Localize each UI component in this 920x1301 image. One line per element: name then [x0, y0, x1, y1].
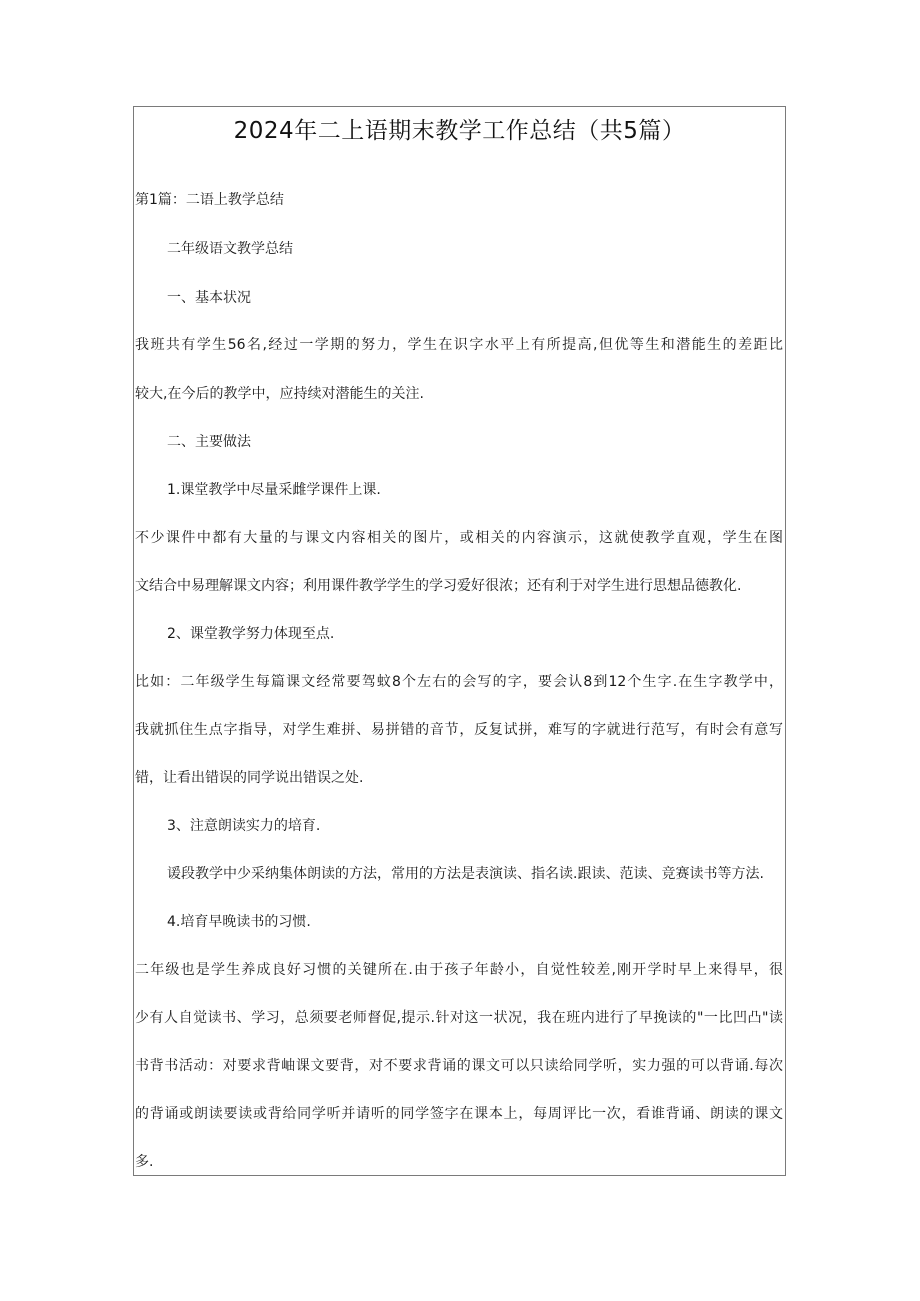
- paragraph-line: 我班共有学生56名,经过一学期的努力，学生在识字水平上有所提高,但优等生和潜能生的差距比: [135, 337, 783, 353]
- paragraph-line: 多.: [135, 1154, 154, 1170]
- subheading-item-3: 3、注意朗读实力的培育.: [167, 818, 321, 834]
- paragraph-line: 书背书活动：对要求背岫课文要背，对不要求背诵的课文可以只读给同学听，实力强的可以背诵.每次: [135, 1058, 783, 1074]
- subheading-item-1: 1.课堂教学中尽量采雌学课件上课.: [167, 482, 381, 498]
- paragraph-line: 文结合中易理解课文内容；利用课件教学学生的学习爱好很浓；还有利于对学生进行思想品德教化.: [135, 578, 742, 594]
- heading-main-methods: 二、主要做法: [167, 434, 251, 450]
- paragraph-line: 不少课件中都有大量的与课文内容相关的图片，或相关的内容演示，这就使教学直观，学生在图: [135, 530, 783, 546]
- paragraph-line: 二年级也是学生养成良好习惯的关键所在.由于孩子年龄小，自觉性较差,刚开学时早上来得早，很: [135, 962, 783, 978]
- paragraph-line: 比如：二年级学生每篇课文经常要驾蚊8个左右的会写的字，要会认8到12个生字.在生字教学中，: [135, 674, 783, 690]
- paragraph-line: 我就抓住生点字指导，对学生难拼、易拼错的音节，反复试拼，难写的字就进行范写，有时会有意写: [135, 722, 783, 738]
- paragraph-line: 较大,在今后的教学中，应持续对潜能生的关注.: [135, 386, 424, 402]
- heading-basic-situation: 一、基本状况: [167, 290, 251, 306]
- paragraph-line: 谖段教学中少采纳集体朗读的方法，常用的方法是表演读、指名读.跟读、范读、竞赛读书等方法.: [167, 866, 764, 882]
- document-title: 2024年二上语期末教学工作总结（共5篇）: [233, 118, 686, 144]
- subheading-item-2: 2、课堂教学努力体现至点.: [167, 626, 335, 642]
- paragraph-line: 错，让看出错误的同学说出错误之处.: [135, 770, 364, 786]
- section-heading: 第1篇：二语上教学总结: [135, 192, 284, 208]
- paragraph-line: 少有人自觉读书、学习，总须要老师督促,提示.针对这一状况，我在班内进行了早挽读的"一比凹凸"读: [135, 1010, 783, 1026]
- paragraph-line: 的背诵或朗读要读或背给同学听并请听的同学签字在课本上，每周评比一次，看谁背诵、朗读的课文: [135, 1106, 783, 1122]
- document-subtitle: 二年级语文教学总结: [167, 241, 293, 257]
- subheading-item-4: 4.培育早晚读书的习惯.: [167, 914, 311, 930]
